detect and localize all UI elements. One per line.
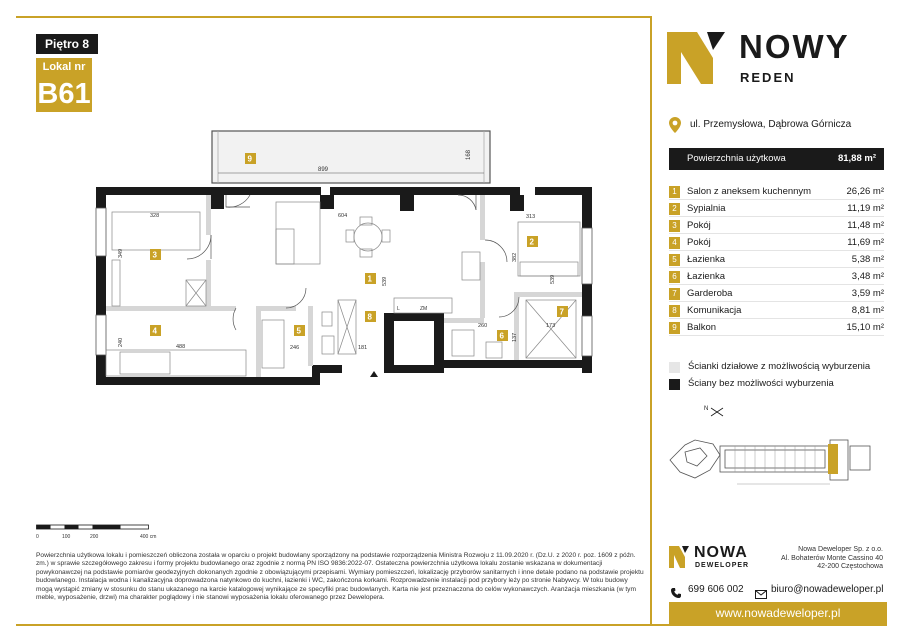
room-marker-9: 9 bbox=[247, 154, 252, 164]
legend-num: 8 bbox=[669, 305, 680, 317]
usable-area-label: Powierzchnia użytkowa bbox=[687, 153, 786, 164]
dim-173: 173 bbox=[546, 323, 556, 329]
legend-area: 8,81 m² bbox=[851, 305, 884, 316]
key-plan bbox=[665, 400, 887, 510]
dim-181: 181 bbox=[358, 345, 368, 351]
fixture-l: L bbox=[397, 306, 400, 312]
legend-num: 7 bbox=[669, 288, 680, 300]
phone-link[interactable]: 699 606 002 bbox=[688, 584, 744, 595]
dim-137: 137 bbox=[512, 332, 518, 342]
dim-604: 604 bbox=[338, 213, 348, 219]
entrance-arrow-icon bbox=[370, 371, 378, 377]
legend-name: Sypialnia bbox=[687, 203, 726, 214]
room-marker-3: 3 bbox=[152, 250, 157, 260]
legend-area: 15,10 m² bbox=[846, 322, 884, 333]
brand-logo-icon bbox=[667, 32, 727, 84]
floor-plan bbox=[90, 125, 600, 390]
right-divider-line bbox=[650, 16, 652, 624]
legend-name: Łazienka bbox=[687, 271, 726, 282]
scale-t400: 400 cm bbox=[140, 534, 157, 540]
brand-name: NOWY bbox=[739, 28, 850, 65]
legend-area: 26,26 m² bbox=[846, 186, 884, 197]
room-marker-8: 8 bbox=[367, 312, 372, 322]
floor-label: Piętro 8 bbox=[36, 34, 98, 54]
legend-name: Komunikacja bbox=[687, 305, 742, 316]
legend-num: 6 bbox=[669, 271, 680, 283]
address-text: ul. Przemysłowa, Dąbrowa Górnicza bbox=[690, 119, 852, 130]
room-marker-6: 6 bbox=[499, 331, 504, 341]
scale-bar bbox=[36, 522, 186, 542]
legend-area: 11,19 m² bbox=[847, 203, 884, 214]
floor-plan-svg bbox=[90, 125, 600, 390]
legend-num: 2 bbox=[669, 203, 680, 215]
legend-name: Łazienka bbox=[687, 254, 726, 265]
website-link[interactable]: www.nowadeweloper.pl bbox=[669, 602, 887, 624]
legend-row bbox=[669, 286, 884, 302]
developer-name: NOWA bbox=[694, 544, 748, 561]
top-border-line bbox=[16, 16, 650, 18]
legend-row bbox=[669, 218, 884, 234]
developer-logo bbox=[669, 546, 689, 568]
usable-area-bar bbox=[669, 148, 884, 170]
room-marker-2: 2 bbox=[529, 237, 534, 247]
developer-company: Nowa Deweloper Sp. z o.o. bbox=[798, 546, 883, 553]
legend-num: 9 bbox=[669, 322, 680, 334]
legend-area: 3,59 m² bbox=[851, 288, 884, 299]
legend-row bbox=[669, 252, 884, 268]
legend-area: 11,48 m² bbox=[847, 220, 884, 231]
legend-num: 3 bbox=[669, 220, 680, 232]
legend-name: Garderoba bbox=[687, 288, 733, 299]
developer-city: 42-200 Częstochowa bbox=[817, 563, 883, 570]
bottom-border-line bbox=[16, 624, 887, 626]
legend-name: Pokój bbox=[687, 237, 711, 248]
dim-488: 488 bbox=[176, 344, 186, 350]
legend-row bbox=[669, 320, 884, 336]
developer-logo-icon bbox=[669, 546, 689, 568]
compass-icon bbox=[704, 406, 723, 416]
fixed-wall-swatch bbox=[669, 379, 680, 390]
dim-328: 328 bbox=[150, 213, 160, 219]
dim-349: 349 bbox=[118, 248, 124, 258]
key-plan-unit-marker bbox=[828, 444, 838, 474]
legend-area: 3,48 m² bbox=[851, 271, 884, 282]
fixed-wall-text: Ściany bez możliwości wyburzenia bbox=[688, 378, 834, 389]
legend-row bbox=[669, 235, 884, 251]
phone-icon bbox=[671, 585, 681, 595]
brand-sub: REDEN bbox=[740, 70, 796, 85]
disclaimer-text: Powierzchnia użytkowa lokalu i pomieszczeń obliczona została w oparciu o projekt budowlany sporządzony na podstawie rozporządzenia Ministra Rozwoju z 11.09.2020 r. (Dz.U. z 2020 r. poz. 1609 z późn. zm.) w sprawie szczegółowego zakresu i formy projektu budowlanego oraz zgodnie z normą PN ISO 9836:2022-07. Ostateczna powierzchnia użytkowa lokalu zostanie wskazana w dokumentacji powykonawczej na podstawie pomiarów geodezyjnych dokonanych zgodnie z obowiązującymi przepisami. Wymiary pomieszczeń, lokalizację przyborów sanitarnych i inne detale podano na podstawie projektu budowlanego. Instalacja wodna i kanalizacyjna doprowadzona natynkowo do kuchni, łazienki i WC, zakończona korkami. Rozprowadzenie instalacji pod przybory leży po stronie Nabywcy. W toku budowy mogą wystąpić zmiany w stosunku do stanu ukazanego na karcie katalogowej wynikające ze specyfiki prac budowlanych. Karta nie jest przeznaczona do celów wykonawczych. Aranżacja mieszkania (w tym meble, wyposażenie, drzwi) ma charakter poglądowy i nie stanowi wyposażenia lokalu oferowanego przez Dewelopera. bbox=[36, 552, 644, 602]
dim-240: 240 bbox=[118, 337, 124, 347]
legend-num: 1 bbox=[669, 186, 680, 198]
legend-row bbox=[669, 303, 884, 319]
dim-260: 260 bbox=[478, 323, 488, 329]
dim-539a: 539 bbox=[382, 276, 388, 286]
unit-label: Lokal nr bbox=[36, 58, 92, 76]
legend-row bbox=[669, 201, 884, 217]
developer-street: Al. Bohaterów Monte Cassino 40 bbox=[781, 554, 883, 562]
email-icon bbox=[755, 586, 767, 595]
room-marker-4: 4 bbox=[152, 326, 157, 336]
legend-num: 4 bbox=[669, 237, 680, 249]
usable-area-value: 81,88 m² bbox=[837, 153, 876, 164]
legend-num: 5 bbox=[669, 254, 680, 266]
legend-name: Balkon bbox=[687, 322, 717, 333]
dim-313: 313 bbox=[526, 214, 536, 220]
dim-246: 246 bbox=[290, 345, 300, 351]
room-marker-5: 5 bbox=[296, 326, 301, 336]
developer-sub: DEWELOPER bbox=[695, 562, 750, 569]
removable-wall-text: Ścianki działowe z możliwością wyburzenia bbox=[688, 361, 871, 372]
scale-t0: 0 bbox=[36, 534, 39, 540]
dim-382: 382 bbox=[512, 252, 518, 262]
legend-name: Pokój bbox=[687, 220, 711, 231]
email-link[interactable]: biuro@nowadeweloper.pl bbox=[771, 584, 884, 595]
unit-id: B61 bbox=[37, 78, 91, 110]
removable-wall-swatch bbox=[669, 362, 680, 373]
scale-t100: 100 bbox=[62, 534, 71, 540]
dim-539b: 539 bbox=[550, 274, 556, 284]
location-pin-icon bbox=[669, 117, 681, 133]
room-marker-7: 7 bbox=[559, 307, 564, 317]
brand-logo bbox=[667, 32, 727, 84]
dim-168: 168 bbox=[466, 149, 472, 160]
dim-899: 899 bbox=[318, 167, 329, 173]
legend-name: Salon z aneksem kuchennym bbox=[687, 186, 812, 197]
legend-row bbox=[669, 184, 884, 200]
compass-label: N bbox=[704, 406, 709, 412]
fixture-zm: ZM bbox=[420, 306, 428, 312]
legend-row bbox=[669, 269, 884, 285]
legend-area: 5,38 m² bbox=[851, 254, 884, 265]
scale-t200: 200 bbox=[90, 534, 99, 540]
legend-area: 11,69 m² bbox=[847, 237, 884, 248]
room-marker-1: 1 bbox=[367, 274, 372, 284]
developer-address bbox=[728, 546, 883, 572]
